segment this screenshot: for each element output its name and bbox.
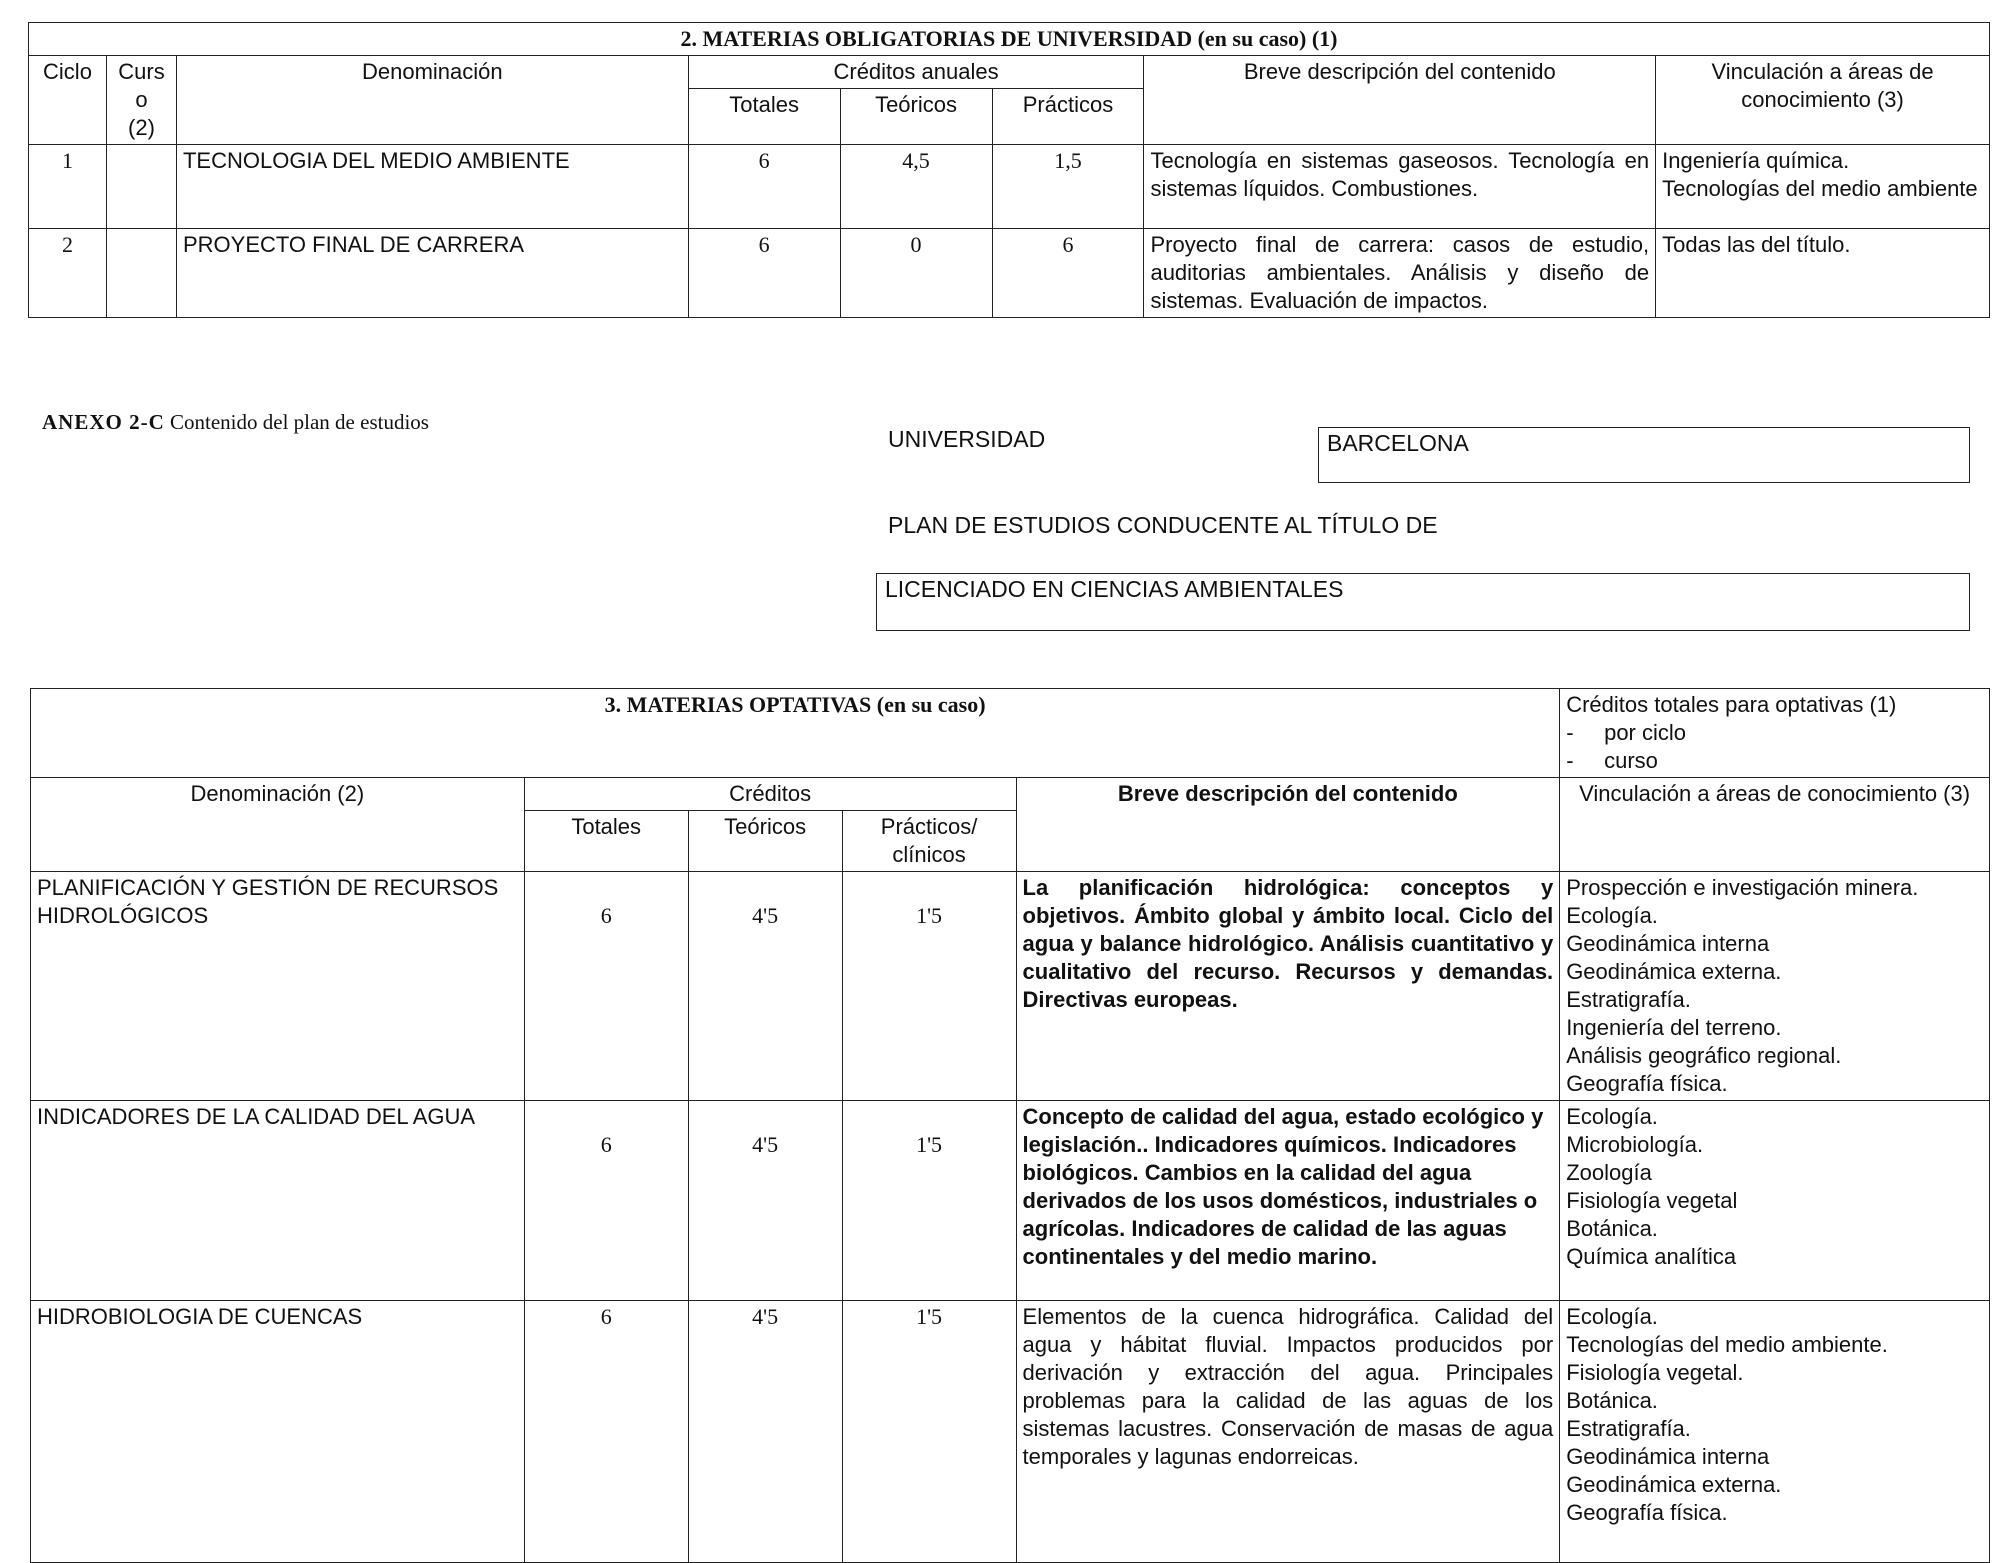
header-totales: Totales	[688, 89, 840, 145]
header-creditos-anuales: Créditos anuales	[688, 56, 1144, 89]
header-descripcion: Breve descripción del contenido	[1144, 56, 1656, 145]
cell-totales: 6	[688, 145, 840, 229]
header-ciclo: Ciclo	[29, 56, 107, 145]
cell-totales: 6	[524, 1301, 688, 1563]
anexo-heading	[42, 410, 429, 435]
cell-curso	[106, 145, 176, 229]
header-creditos: Créditos	[524, 778, 1016, 811]
table-row	[31, 1101, 1990, 1301]
section3-title: 3. MATERIAS OPTATIVAS (en su caso)	[31, 689, 1560, 778]
cell-vinculacion: Ecología. Tecnologías del medio ambiente. Fisiología vegetal. Botánica. Estratigrafía. Geodinámica interna Geodinámica externa. Geografía física.	[1560, 1301, 1990, 1563]
cell-vinculacion: Prospección e investigación minera. Ecología. Geodinámica interna Geodinámica externa. Estratigrafía. Ingeniería del terreno. Análisis geográfico regional. Geografía física.	[1560, 872, 1990, 1101]
header-practicos: Prácticos/ clínicos	[842, 811, 1016, 872]
cell-ciclo: 2	[29, 229, 107, 318]
header-descripcion: Breve descripción del contenido	[1016, 778, 1560, 872]
table-row	[29, 229, 1990, 318]
obligatorias-table	[28, 22, 1990, 318]
universidad-label: UNIVERSIDAD	[888, 426, 1046, 452]
cell-teoricos: 4,5	[840, 145, 992, 229]
plan-label: PLAN DE ESTUDIOS CONDUCENTE AL TÍTULO DE	[888, 512, 1438, 538]
por-ciclo-label: por ciclo	[1604, 720, 1686, 745]
cell-curso	[106, 229, 176, 318]
header-vinculacion: Vinculación a áreas de conocimiento (3)	[1560, 778, 1990, 872]
universidad-value: BARCELONA	[1318, 427, 1970, 483]
cell-totales: 6	[524, 1101, 688, 1301]
table-row	[31, 872, 1990, 1101]
table-row	[29, 145, 1990, 229]
cell-practicos: 1'5	[842, 1301, 1016, 1563]
cell-denominacion: PLANIFICACIÓN Y GESTIÓN DE RECURSOS HIDROLÓGICOS	[31, 872, 525, 1101]
cell-vinculacion: Todas las del título.	[1656, 229, 1990, 318]
cell-teoricos: 4'5	[688, 1101, 842, 1301]
anexo-key: ANEXO 2-C	[42, 410, 165, 434]
cell-practicos: 1,5	[992, 145, 1144, 229]
titulo-value: LICENCIADO EN CIENCIAS AMBIENTALES	[876, 573, 1970, 631]
cell-vinculacion: Ingeniería química. Tecnologías del medio ambiente	[1656, 145, 1990, 229]
cell-totales: 6	[688, 229, 840, 318]
cell-ciclo: 1	[29, 145, 107, 229]
cell-denominacion: INDICADORES DE LA CALIDAD DEL AGUA	[31, 1101, 525, 1301]
cell-teoricos: 4'5	[688, 872, 842, 1101]
cell-teoricos: 4'5	[688, 1301, 842, 1563]
cell-descripcion: Tecnología en sistemas gaseosos. Tecnología en sistemas líquidos. Combustiones.	[1144, 145, 1656, 229]
header-totales: Totales	[524, 811, 688, 872]
header-denominacion: Denominación (2)	[31, 778, 525, 872]
cell-denominacion: TECNOLOGIA DEL MEDIO AMBIENTE	[176, 145, 688, 229]
header-denominacion: Denominación	[176, 56, 688, 145]
header-teoricos: Teóricos	[688, 811, 842, 872]
cell-denominacion: PROYECTO FINAL DE CARRERA	[176, 229, 688, 318]
cell-practicos: 1'5	[842, 872, 1016, 1101]
cell-descripcion: Proyecto final de carrera: casos de estudio, auditorias ambientales. Análisis y diseño de sistemas. Evaluación de impactos.	[1144, 229, 1656, 318]
creditos-totales-box	[1560, 689, 1990, 778]
header-curso: Curs o (2)	[106, 56, 176, 145]
cell-practicos: 6	[992, 229, 1144, 318]
cell-descripcion: La planificación hidrológica: conceptos y objetivos. Ámbito global y ámbito local. Ciclo del agua y balance hidrológico. Análisis cuantitativo y cualitativo del recurso. Recursos y demandas. Directivas europeas.	[1016, 872, 1560, 1101]
cell-vinculacion: Ecología. Microbiología. Zoología Fisiología vegetal Botánica. Química analítica	[1560, 1101, 1990, 1301]
header-teoricos: Teóricos	[840, 89, 992, 145]
cell-totales: 6	[524, 872, 688, 1101]
creditos-totales-label: Créditos totales para optativas (1)	[1566, 692, 1897, 717]
cell-descripcion: Concepto de calidad del agua, estado ecológico y legislación.. Indicadores químicos. Indicadores biológicos. Cambios en la calidad del agua derivados de los usos domésticos, industriales o agrícolas. Indicadores de calidad de las aguas continentales y del medio marino.	[1016, 1101, 1560, 1301]
cell-practicos: 1'5	[842, 1101, 1016, 1301]
section2-title: 2. MATERIAS OBLIGATORIAS DE UNIVERSIDAD (en su caso) (1)	[29, 23, 1990, 56]
curso-label: curso	[1604, 748, 1658, 773]
header-vinculacion: Vinculación a áreas de conocimiento (3)	[1656, 56, 1990, 145]
table-row	[31, 1301, 1990, 1563]
header-practicos: Prácticos	[992, 89, 1144, 145]
por-ciclo-item: - por ciclo	[1566, 720, 1686, 745]
cell-denominacion: HIDROBIOLOGIA DE CUENCAS	[31, 1301, 525, 1563]
cell-descripcion: Elementos de la cuenca hidrográfica. Calidad del agua y hábitat fluvial. Impactos producidos por derivación y extracción del agua. Principales problemas para la calidad de las aguas de los sistemas lacustres. Conservación de masas de agua temporales y lagunas endorreicas.	[1016, 1301, 1560, 1563]
optativas-table	[30, 688, 1990, 1563]
anexo-text: Contenido del plan de estudios	[170, 410, 429, 434]
cell-teoricos: 0	[840, 229, 992, 318]
curso-item: - curso	[1566, 748, 1658, 773]
